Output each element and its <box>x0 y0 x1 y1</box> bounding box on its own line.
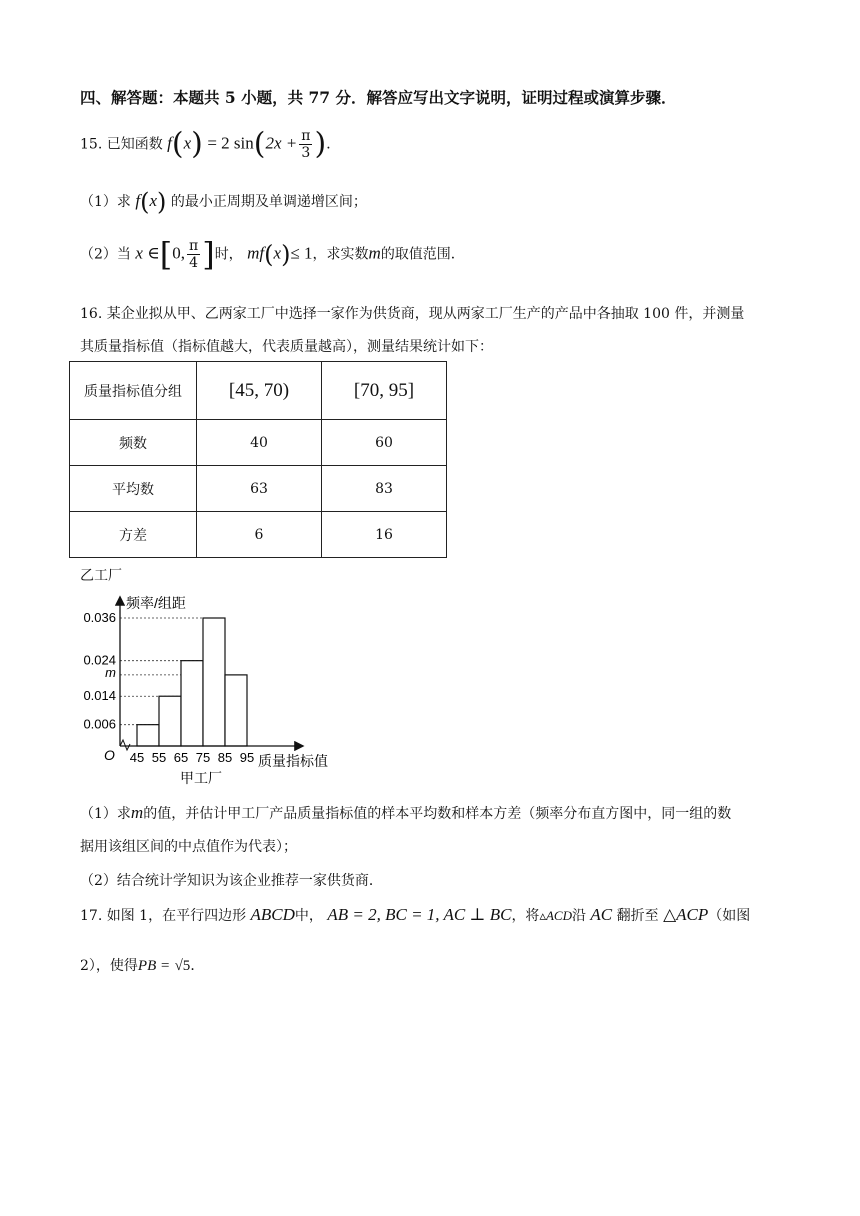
x-axis-label: 质量指标值 <box>258 753 328 769</box>
histogram-bar <box>159 696 181 746</box>
func-f: f <box>167 133 172 153</box>
fraction-pi-4: $\frac{\pi}{4}$ <box>189 238 199 271</box>
y-tick-label: 0.014 <box>83 688 116 704</box>
y-tick-label: 0.006 <box>83 716 116 732</box>
x-in: x ∈ <box>135 243 160 263</box>
x-tick-label: 85 <box>217 750 233 765</box>
q17-text: 翻折至 <box>616 908 659 924</box>
q16-part-1-cont: 据用该组区间的中点值作为代表）； <box>80 839 297 855</box>
table-cell: 63 <box>197 466 322 512</box>
x-tick-label: 45 <box>129 750 145 765</box>
table-cell: 16 <box>322 512 447 558</box>
paren-right-big: ) <box>314 126 327 162</box>
table-cell: 方差 <box>70 512 197 558</box>
period: ． <box>326 136 341 153</box>
fraction-pi-3: $\frac{\pi}{3}$ <box>301 128 311 161</box>
part-text: 的值，并估计甲工厂产品质量指标值的样本平均数和样本方差（频率分布直方图中，同一组的数 <box>143 806 732 822</box>
x-tick-label: 65 <box>173 750 189 765</box>
q17-text: 2），使得 <box>80 958 138 974</box>
q16-text-1: 某企业拟从甲、乙两家工厂中选择一家作为供货商，现从两家工厂生产的产品中各抽取 100 件，并测量 <box>106 306 745 322</box>
origin-label: O <box>104 747 115 763</box>
part-label: （2）当 <box>80 246 131 263</box>
table-cell: 40 <box>197 420 322 466</box>
y-tick-labels <box>83 610 116 732</box>
var-x: x <box>273 243 282 263</box>
inner-expr: 2x + <box>265 133 298 153</box>
part-end: 的取值范围． <box>380 246 465 263</box>
paren-right: ) <box>191 126 203 162</box>
table-cell: 频数 <box>70 420 197 466</box>
table-cell: 平均数 <box>70 466 197 512</box>
histogram-bar <box>225 675 247 746</box>
var-x: x <box>149 191 158 210</box>
histogram-bar <box>137 725 159 746</box>
question-number: 15. <box>80 136 103 153</box>
part-text: 的最小正周期及单调递增区间； <box>170 194 367 210</box>
axis-break <box>120 740 130 750</box>
histogram-bar <box>181 661 203 746</box>
x-tick-label: 95 <box>239 750 255 765</box>
table-header-cell: [45, 70) <box>197 362 322 420</box>
var-m: m <box>368 243 381 263</box>
mf: mf <box>247 243 265 263</box>
x-tick-label: 55 <box>151 750 167 765</box>
table-row <box>70 466 447 512</box>
paren-left: ( <box>140 188 150 216</box>
y-tick-label: 0.024 <box>83 652 116 668</box>
q15-part-1 <box>80 190 367 214</box>
q15-prefix: 已知函数 <box>106 136 163 153</box>
triangle-acp: △ACP <box>663 905 709 924</box>
q17-text: 沿 <box>571 908 586 924</box>
q17-line-2 <box>80 955 204 975</box>
part-text: ，求实数 <box>312 246 369 263</box>
question-number: 17. <box>80 908 103 924</box>
bracket-left: [ <box>159 235 173 274</box>
paren-left-big: ( <box>253 126 266 162</box>
paren-right: ) <box>157 188 167 216</box>
y-axis-label: 频率/组距 <box>126 595 186 611</box>
q16-part-1 <box>80 803 731 823</box>
factory-label: 乙工厂 <box>80 568 122 584</box>
table-cell: 60 <box>322 420 447 466</box>
histogram-bar <box>203 618 225 746</box>
table-header-cell: [70, 95] <box>322 362 447 420</box>
bracket-right: ] <box>202 235 215 274</box>
stats-table <box>69 361 447 558</box>
table-cell: 83 <box>322 466 447 512</box>
part-label: （1）求 <box>80 194 131 210</box>
q17-line-1 <box>80 905 750 925</box>
table-header-cell: 质量指标值分组 <box>70 362 197 420</box>
sqrt-5: √5 <box>174 958 191 974</box>
var-m: m <box>130 803 144 822</box>
chart-title: 甲工厂 <box>180 770 222 786</box>
triangle-acd: ▵ACD <box>539 908 572 923</box>
frequency-histogram <box>70 588 360 788</box>
pb: PB = <box>137 958 171 974</box>
q17-text: 如图 1，在平行四边形 <box>106 908 247 924</box>
paren-left: ( <box>171 126 184 162</box>
period: ． <box>190 958 205 974</box>
paren-right: ) <box>281 240 291 269</box>
table-row <box>70 420 447 466</box>
ac: AC <box>590 905 613 924</box>
y-tick-label: m <box>105 664 116 680</box>
q17-text: ，将 <box>511 908 540 924</box>
abcd: ABCD <box>250 905 295 924</box>
table-cell: 6 <box>197 512 322 558</box>
question-number: 16. <box>80 306 103 322</box>
part-label: （1）求 <box>80 806 131 822</box>
le-1: ≤ 1 <box>290 243 313 263</box>
section-heading: 四、解答题：本题共 5 小题，共 77 分．解答应写出文字说明，证明过程或演算步骤． <box>80 88 677 107</box>
var-x: x <box>183 133 192 153</box>
equals-sin: = 2 sin <box>207 133 254 153</box>
q16-line-2: 其质量指标值（指标值越大，代表质量越高），测量结果统计如下： <box>80 339 493 355</box>
x-tick-label: 75 <box>195 750 211 765</box>
table-row <box>70 512 447 558</box>
zero: 0, <box>172 243 185 263</box>
when-text: 时， <box>214 246 243 263</box>
q17-text: 中， <box>294 908 323 924</box>
q16-line-1 <box>80 303 744 323</box>
paren-left: ( <box>264 240 274 269</box>
question-15 <box>80 128 340 161</box>
x-tick-labels <box>130 750 254 765</box>
y-tick-label: 0.036 <box>83 610 116 625</box>
q15-part-2 <box>80 235 465 274</box>
func-f: f <box>135 191 141 210</box>
table-header-row <box>70 362 447 420</box>
condition: AB = 2, BC = 1, AC ⊥ BC <box>327 905 512 924</box>
q17-text: （如图 <box>708 908 751 924</box>
q16-part-2: （2）结合统计学知识为该企业推荐一家供货商． <box>80 873 383 889</box>
bars <box>137 618 247 746</box>
